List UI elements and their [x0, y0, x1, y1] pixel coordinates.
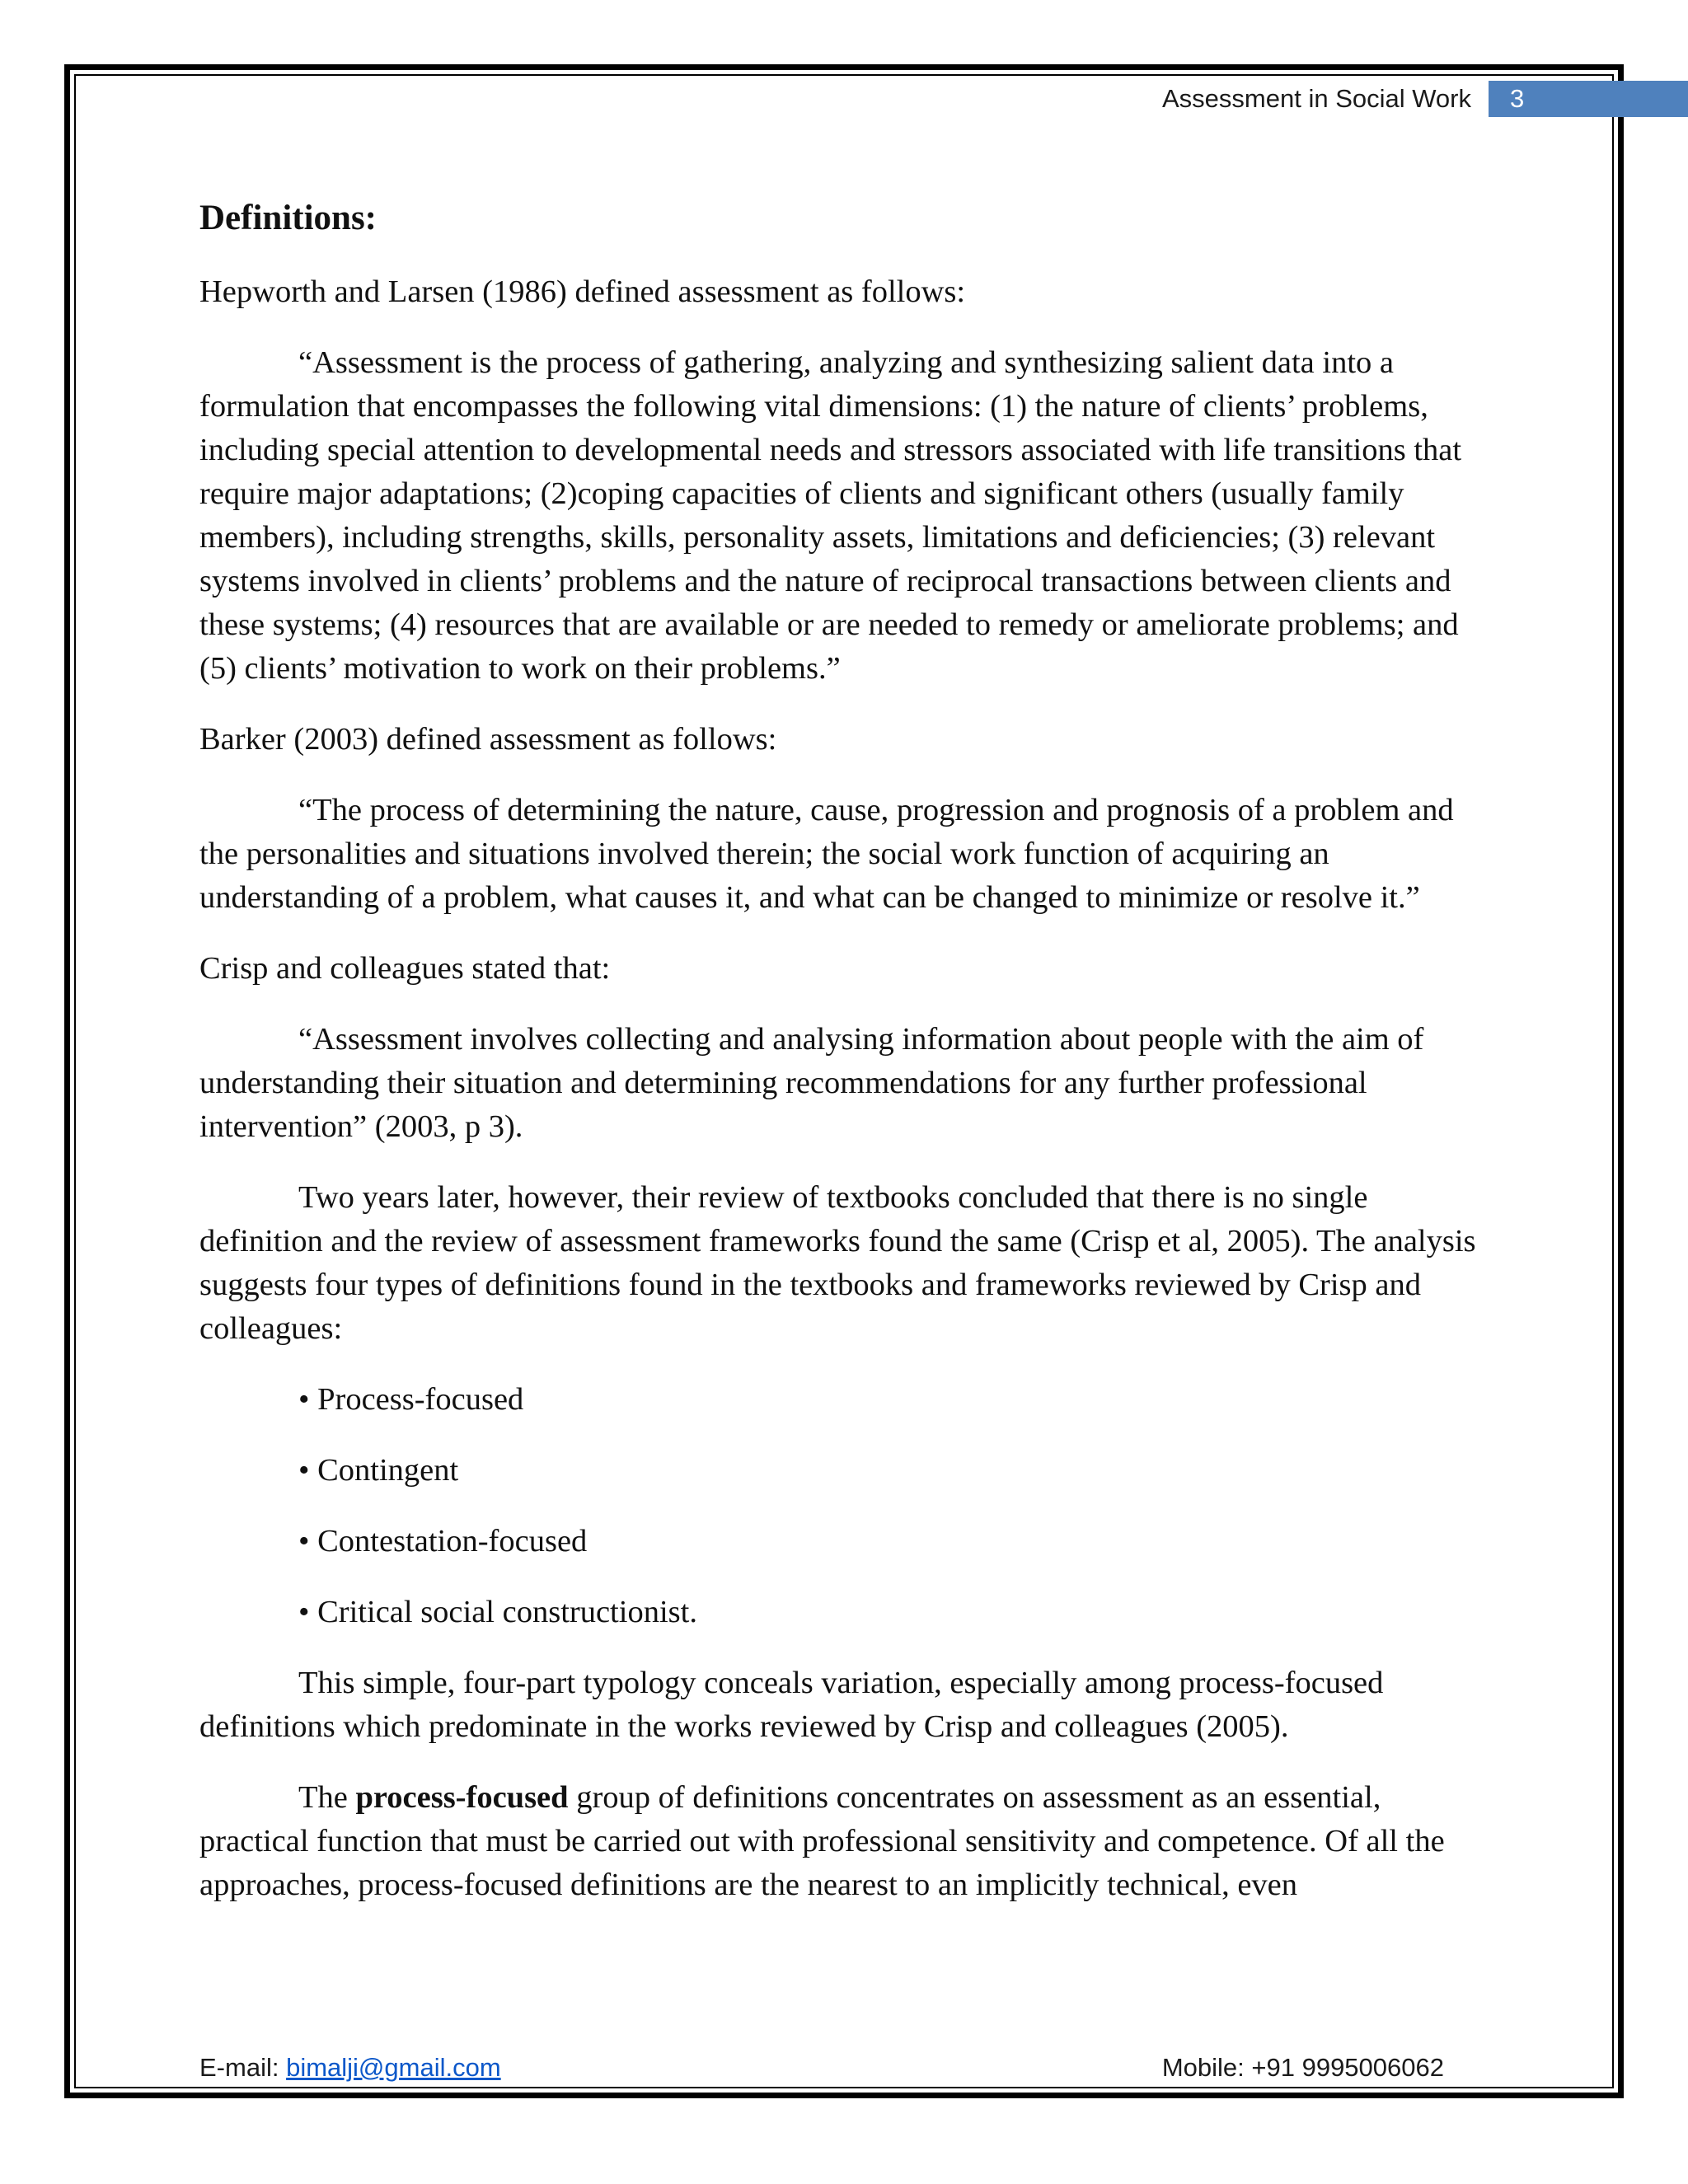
page-footer: [199, 2050, 1444, 2086]
list-item: • Contingent: [298, 1453, 459, 1488]
list-item: • Critical social constructionist.: [298, 1595, 697, 1629]
list-item: • Process-focused: [298, 1382, 524, 1417]
page-body: [199, 194, 1485, 1934]
section-heading: Definitions:: [199, 199, 377, 237]
paragraph-typology: This simple, four-part typology conceals variation, especially among process-focused definitions which predominate in the works reviewed by Crisp and colleagues (2005).: [199, 1666, 1384, 1744]
paragraph-hepworth-intro: Hepworth and Larsen (1986) defined assessment as follows:: [199, 274, 966, 309]
quote-barker: “The process of determining the nature, cause, progression and prognosis of a problem and the personalities and situations involved therein; the social work function of acquiring an understanding of a problem, what causes it, and what can be changed to minimize or resolve it.”: [199, 793, 1454, 915]
paragraph-review: Two years later, however, their review of textbooks concluded that there is no single definition and the review of assessment frameworks found the same (Crisp et al, 2005). The analysis suggests four types of definitions found in the textbooks and frameworks reviewed by Crisp and colleagues:: [199, 1180, 1476, 1346]
running-header-title: Assessment in Social Work: [1162, 84, 1471, 113]
paragraph-barker-intro: Barker (2003) defined assessment as follows:: [199, 722, 777, 757]
paragraph-rest-text: group of definitions concentrates on assessment as an essential, practical function that must be carried out with professional sensitivity and competence. Of all the approaches, process-focused definitions are the nearest to an implicitly technical, even: [199, 1780, 1445, 1902]
email-link[interactable]: bimalji@gmail.com: [286, 2053, 501, 2082]
paragraph-lead-text: The: [298, 1780, 356, 1815]
paragraph-crisp-intro: Crisp and colleagues stated that:: [199, 951, 611, 986]
quote-crisp: “Assessment involves collecting and analysing information about people with the aim of understanding their situation and determining recommendations for any further professional intervention” (2003, p 3).: [199, 1022, 1424, 1144]
quote-hepworth: “Assessment is the process of gathering, analyzing and synthesizing salient data into a formulation that encompasses the following vital dimensions: (1) the nature of clients’ problems, including special attention to developmental needs and stressors associated with life transitions that require major adaptations; (2)coping capacities of clients and significant others (usually family members), including strengths, skills, personality assets, limitations and deficiencies; (3) relevant systems involved in clients’ problems and the nature of reciprocal transactions between clients and these systems; (4) resources that are available or are needed to remedy or ameliorate problems; and (5) clients’ motivation to work on their problems.”: [199, 345, 1462, 686]
list-item: • Contestation-focused: [298, 1524, 588, 1558]
page-number-badge: 3: [1489, 81, 1688, 117]
mobile-number: Mobile: +91 9995006062: [1161, 2053, 1444, 2082]
bold-term-process-focused: process-focused: [355, 1780, 569, 1815]
paragraph-process-focused: [199, 1776, 1485, 1907]
definition-types-list: [199, 1378, 1485, 1634]
email-label: E-mail:: [199, 2053, 287, 2082]
